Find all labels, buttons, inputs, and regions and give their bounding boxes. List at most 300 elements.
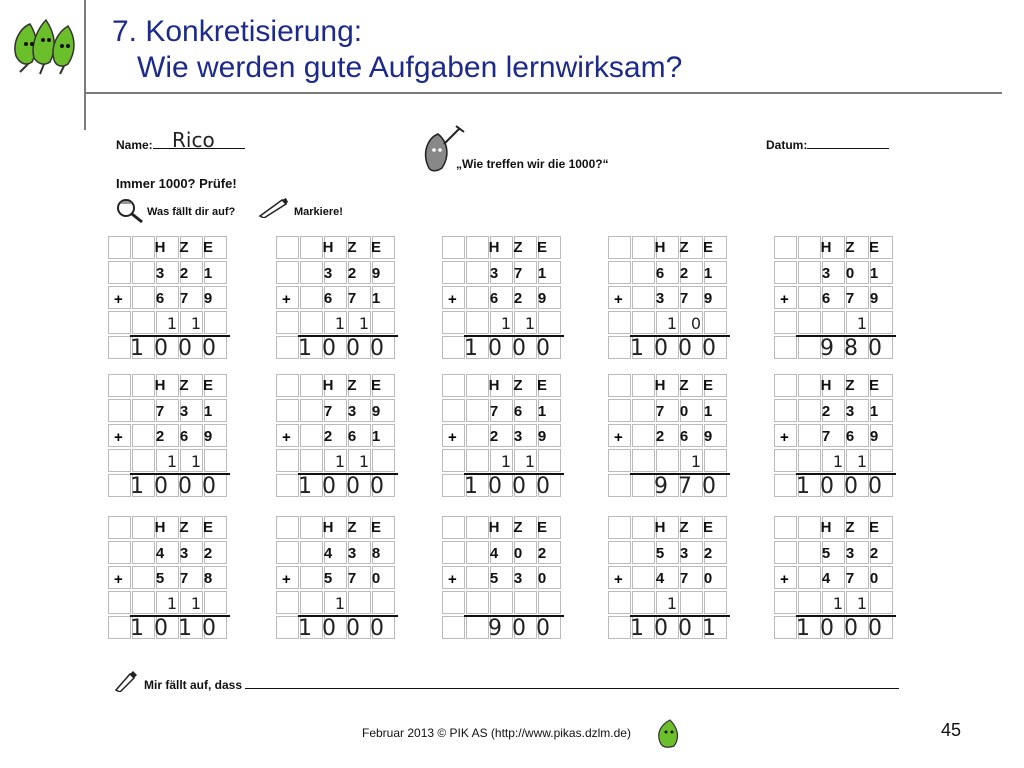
grid-cell <box>300 591 323 614</box>
grid-cell <box>442 449 465 472</box>
addend-1-digit: 1 <box>537 265 547 282</box>
column-header: Z <box>513 519 523 536</box>
addend-2-digit: 6 <box>155 290 165 307</box>
result-digit: 0 <box>512 474 526 499</box>
column-header: Z <box>347 519 357 536</box>
addition-grid <box>442 516 566 642</box>
carry-digit: 1 <box>856 314 868 333</box>
grid-cell <box>822 311 845 334</box>
carry-digit: 1 <box>334 314 346 333</box>
column-header: H <box>654 239 666 256</box>
addend-1-digit: 7 <box>513 265 523 282</box>
grid-cell <box>514 591 537 614</box>
column-header: Z <box>845 377 855 394</box>
addition-grid <box>608 516 732 642</box>
grid-cell <box>608 261 631 284</box>
result-digit: 8 <box>844 336 858 361</box>
result-digit: 1 <box>178 616 192 641</box>
addend-2-digit: 7 <box>821 428 831 445</box>
addend-2-digit: 7 <box>179 290 189 307</box>
grid-cell <box>798 591 821 614</box>
column-header: E <box>536 377 547 394</box>
column-header: E <box>868 377 879 394</box>
name-handwritten: Rico <box>172 128 215 152</box>
result-digit: 0 <box>678 336 692 361</box>
result-digit: 9 <box>820 336 834 361</box>
addend-1-digit: 3 <box>679 545 689 562</box>
addend-1-digit: 1 <box>203 265 213 282</box>
addend-2-digit: 4 <box>821 570 831 587</box>
grid-cell <box>774 516 797 539</box>
addend-2-digit: 1 <box>371 290 381 307</box>
result-digit: 0 <box>370 336 384 361</box>
grid-cell <box>774 591 797 614</box>
addend-2-digit: 6 <box>489 290 499 307</box>
addition-grid <box>774 516 898 642</box>
result-digit: 1 <box>298 336 312 361</box>
column-header: Z <box>679 239 689 256</box>
plus-sign: + <box>448 291 457 308</box>
header-vertical-rule <box>84 0 86 130</box>
addition-grid <box>276 516 400 642</box>
column-header: H <box>820 239 832 256</box>
addend-1-digit: 1 <box>203 403 213 420</box>
addend-2-digit: 9 <box>869 428 879 445</box>
result-digit: 0 <box>154 616 168 641</box>
addend-1-digit: 0 <box>845 265 855 282</box>
carry-digit: 1 <box>856 594 868 613</box>
addend-1-digit: 2 <box>869 545 879 562</box>
grid-cell <box>774 236 797 259</box>
addend-1-digit: 7 <box>155 403 165 420</box>
plus-sign: + <box>448 429 457 446</box>
plus-sign: + <box>282 429 291 446</box>
grid-cell <box>442 541 465 564</box>
addend-2-digit: 1 <box>371 428 381 445</box>
addition-grid <box>108 236 232 362</box>
grid-cell <box>372 591 395 614</box>
addend-1-digit: 0 <box>679 403 689 420</box>
result-digit: 0 <box>346 336 360 361</box>
plus-sign: + <box>614 291 623 308</box>
result-digit: 1 <box>464 336 478 361</box>
result-digit: 9 <box>654 474 668 499</box>
addend-1-digit: 2 <box>179 265 189 282</box>
column-header: Z <box>679 377 689 394</box>
addend-1-digit: 2 <box>203 545 213 562</box>
grid-cell <box>108 541 131 564</box>
column-header: E <box>202 377 213 394</box>
addend-2-digit: 9 <box>703 290 713 307</box>
addend-1-digit: 0 <box>513 545 523 562</box>
addend-1-digit: 3 <box>489 265 499 282</box>
page-number: 45 <box>941 720 962 740</box>
header-horizontal-rule <box>84 92 1002 94</box>
grid-cell <box>774 399 797 422</box>
addend-2-digit: 7 <box>679 290 689 307</box>
result-digit: 0 <box>512 336 526 361</box>
result-digit: 0 <box>202 336 216 361</box>
result-digit: 7 <box>678 474 692 499</box>
carry-digit: 1 <box>334 452 346 471</box>
result-digit: 0 <box>370 616 384 641</box>
plus-sign: + <box>614 429 623 446</box>
grid-cell <box>300 311 323 334</box>
grid-cell <box>276 516 299 539</box>
footer-mascot-icon <box>656 718 684 748</box>
addend-2-digit: 2 <box>155 428 165 445</box>
result-digit: 0 <box>702 336 716 361</box>
plus-sign: + <box>114 571 123 588</box>
result-digit: 0 <box>868 336 882 361</box>
column-header: H <box>820 519 832 536</box>
grid-cell <box>276 591 299 614</box>
result-digit: 0 <box>154 474 168 499</box>
addend-2-digit: 3 <box>513 570 523 587</box>
addend-2-digit: 0 <box>537 570 547 587</box>
result-digit: 1 <box>796 474 810 499</box>
addend-1-digit: 8 <box>371 545 381 562</box>
grid-cell <box>704 591 727 614</box>
grid-cell <box>442 591 465 614</box>
carry-digit: 1 <box>856 452 868 471</box>
carry-digit: 1 <box>166 314 178 333</box>
addend-1-digit: 3 <box>155 265 165 282</box>
grid-cell <box>108 236 131 259</box>
grid-cell <box>632 591 655 614</box>
grid-cell <box>466 449 489 472</box>
carry-digit: 1 <box>666 314 678 333</box>
carry-digit: 1 <box>832 452 844 471</box>
plus-sign: + <box>780 429 789 446</box>
result-digit: 0 <box>488 474 502 499</box>
grid-cell <box>108 374 131 397</box>
column-header: H <box>154 519 166 536</box>
result-digit: 1 <box>298 474 312 499</box>
grid-cell <box>276 399 299 422</box>
addend-2-digit: 6 <box>821 290 831 307</box>
grid-cell <box>774 374 797 397</box>
name-label-row: Name: <box>116 138 245 152</box>
column-header: H <box>820 377 832 394</box>
addend-1-digit: 9 <box>371 265 381 282</box>
column-header: H <box>154 377 166 394</box>
grid-cell <box>656 449 679 472</box>
addend-2-digit: 7 <box>347 290 357 307</box>
column-header: H <box>654 519 666 536</box>
carry-digit: 1 <box>666 594 678 613</box>
grid-cell <box>608 236 631 259</box>
carry-digit: 1 <box>334 594 346 613</box>
pikas-logo <box>10 16 80 82</box>
carry-digit: 1 <box>358 452 370 471</box>
grid-cell <box>108 261 131 284</box>
result-digit: 0 <box>370 474 384 499</box>
carry-digit: 1 <box>190 594 202 613</box>
result-digit: 0 <box>678 616 692 641</box>
grid-cell <box>466 311 489 334</box>
column-header: H <box>488 377 500 394</box>
column-header: Z <box>347 377 357 394</box>
result-digit: 0 <box>154 336 168 361</box>
addend-1-digit: 3 <box>347 545 357 562</box>
grid-cell <box>276 449 299 472</box>
addition-grid <box>774 374 898 500</box>
result-digit: 0 <box>844 474 858 499</box>
addend-2-digit: 6 <box>347 428 357 445</box>
result-digit: 0 <box>536 474 550 499</box>
slide-title: 7. Konkretisierung: Wie werden gute Aufgaben lernwirksam? <box>112 15 683 84</box>
magnifier-mascot-icon <box>114 196 148 224</box>
addend-1-digit: 7 <box>489 403 499 420</box>
pencil-icon <box>114 670 138 692</box>
plus-sign: + <box>780 571 789 588</box>
addition-grid <box>774 236 898 362</box>
addend-2-digit: 9 <box>203 290 213 307</box>
result-digit: 1 <box>130 336 144 361</box>
addend-2-digit: 7 <box>845 570 855 587</box>
column-header: E <box>868 239 879 256</box>
addend-2-digit: 5 <box>155 570 165 587</box>
column-header: H <box>488 239 500 256</box>
result-digit: 0 <box>536 336 550 361</box>
addend-2-digit: 2 <box>513 290 523 307</box>
addend-1-digit: 3 <box>347 403 357 420</box>
grid-cell <box>774 311 797 334</box>
grid-cell <box>132 591 155 614</box>
column-header: E <box>202 239 213 256</box>
addend-2-digit: 9 <box>203 428 213 445</box>
grid-cell <box>276 236 299 259</box>
result-digit: 1 <box>130 474 144 499</box>
grid-cell <box>442 399 465 422</box>
addend-2-digit: 7 <box>845 290 855 307</box>
grid-cell <box>108 591 131 614</box>
addend-1-digit: 3 <box>179 403 189 420</box>
result-digit: 0 <box>346 474 360 499</box>
result-digit: 0 <box>202 474 216 499</box>
grid-cell <box>442 516 465 539</box>
addition-grid <box>608 236 732 362</box>
plus-sign: + <box>282 571 291 588</box>
result-digit: 1 <box>630 616 644 641</box>
addition-grid <box>108 516 232 642</box>
grid-cell <box>632 449 655 472</box>
grid-cell <box>608 516 631 539</box>
slide-footer: Februar 2013 © PIK AS (http://www.pikas.dzlm.de) <box>362 726 631 740</box>
grid-cell <box>774 336 797 359</box>
addend-1-digit: 2 <box>537 545 547 562</box>
result-digit: 0 <box>868 474 882 499</box>
marker-pen-icon <box>258 196 290 218</box>
addend-1-digit: 7 <box>323 403 333 420</box>
grid-cell <box>798 311 821 334</box>
worksheet-heading: „Wie treffen wir die 1000?“ <box>456 157 609 171</box>
grid-cell <box>608 591 631 614</box>
result-digit: 1 <box>130 616 144 641</box>
grid-cell <box>442 616 465 639</box>
addend-2-digit: 9 <box>869 290 879 307</box>
carry-digit: 0 <box>690 314 702 333</box>
instruction-what-do-you-notice: Was fällt dir auf? <box>147 206 236 218</box>
addend-2-digit: 2 <box>655 428 665 445</box>
addend-2-digit: 7 <box>179 570 189 587</box>
addend-1-digit: 1 <box>703 403 713 420</box>
grid-cell <box>466 591 489 614</box>
addend-1-digit: 3 <box>179 545 189 562</box>
result-digit: 0 <box>322 336 336 361</box>
grid-cell <box>608 541 631 564</box>
result-digit: 1 <box>464 474 478 499</box>
column-header: H <box>654 377 666 394</box>
addend-1-digit: 2 <box>679 265 689 282</box>
plus-sign: + <box>114 291 123 308</box>
addend-2-digit: 9 <box>537 290 547 307</box>
column-header: H <box>322 377 334 394</box>
carry-digit: 1 <box>832 594 844 613</box>
addition-grid <box>442 236 566 362</box>
column-header: E <box>370 239 381 256</box>
grid-cell <box>798 449 821 472</box>
addend-1-digit: 5 <box>821 545 831 562</box>
carry-digit: 1 <box>166 452 178 471</box>
column-header: E <box>370 519 381 536</box>
grid-cell <box>774 541 797 564</box>
column-header: E <box>702 239 713 256</box>
grid-cell <box>108 399 131 422</box>
addend-1-digit: 1 <box>869 403 879 420</box>
date-label-row: Datum: <box>766 138 889 152</box>
result-digit: 0 <box>512 616 526 641</box>
column-header: Z <box>179 519 189 536</box>
addend-2-digit: 0 <box>869 570 879 587</box>
task-title: Immer 1000? Prüfe! <box>116 176 237 191</box>
addition-grid <box>276 374 400 500</box>
addend-1-digit: 9 <box>371 403 381 420</box>
addend-1-digit: 4 <box>155 545 165 562</box>
result-digit: 9 <box>488 616 502 641</box>
grid-cell <box>442 374 465 397</box>
grid-cell <box>442 261 465 284</box>
addend-1-digit: 1 <box>869 265 879 282</box>
carry-digit: 1 <box>166 594 178 613</box>
addend-1-digit: 1 <box>537 403 547 420</box>
carry-digit: 1 <box>190 314 202 333</box>
result-digit: 0 <box>536 616 550 641</box>
addend-1-digit: 3 <box>821 265 831 282</box>
result-digit: 0 <box>654 336 668 361</box>
addend-2-digit: 7 <box>347 570 357 587</box>
addend-2-digit: 9 <box>703 428 713 445</box>
result-digit: 0 <box>844 616 858 641</box>
result-digit: 1 <box>298 616 312 641</box>
column-header: Z <box>179 239 189 256</box>
addend-2-digit: 6 <box>179 428 189 445</box>
addend-2-digit: 5 <box>323 570 333 587</box>
addend-1-digit: 3 <box>323 265 333 282</box>
plus-sign: + <box>114 429 123 446</box>
column-header: E <box>370 377 381 394</box>
grid-cell <box>276 261 299 284</box>
column-header: E <box>868 519 879 536</box>
result-digit: 1 <box>630 336 644 361</box>
grid-cell <box>608 374 631 397</box>
grid-cell <box>608 311 631 334</box>
column-header: Z <box>845 519 855 536</box>
plus-sign: + <box>780 291 789 308</box>
addend-1-digit: 5 <box>655 545 665 562</box>
column-header: E <box>702 377 713 394</box>
carry-digit: 1 <box>500 452 512 471</box>
addend-2-digit: 5 <box>489 570 499 587</box>
addition-grid <box>276 236 400 362</box>
addend-2-digit: 0 <box>371 570 381 587</box>
column-header: Z <box>845 239 855 256</box>
grid-cell <box>490 591 513 614</box>
result-digit: 0 <box>178 336 192 361</box>
addend-2-digit: 3 <box>655 290 665 307</box>
addend-1-digit: 4 <box>489 545 499 562</box>
addend-1-digit: 2 <box>347 265 357 282</box>
addition-grid <box>108 374 232 500</box>
plus-sign: + <box>282 291 291 308</box>
grid-cell <box>276 541 299 564</box>
addend-1-digit: 2 <box>703 545 713 562</box>
grid-cell <box>276 374 299 397</box>
column-header: H <box>154 239 166 256</box>
grid-cell <box>774 449 797 472</box>
addend-2-digit: 2 <box>489 428 499 445</box>
column-header: H <box>488 519 500 536</box>
addend-1-digit: 7 <box>655 403 665 420</box>
column-header: E <box>536 239 547 256</box>
result-digit: 0 <box>322 616 336 641</box>
addend-1-digit: 3 <box>845 545 855 562</box>
addend-2-digit: 4 <box>655 570 665 587</box>
result-digit: 1 <box>702 616 716 641</box>
column-header: Z <box>679 519 689 536</box>
column-header: Z <box>513 239 523 256</box>
addend-2-digit: 6 <box>845 428 855 445</box>
addend-1-digit: 6 <box>513 403 523 420</box>
grid-cell <box>632 311 655 334</box>
result-digit: 0 <box>346 616 360 641</box>
addend-2-digit: 7 <box>679 570 689 587</box>
addend-1-digit: 2 <box>821 403 831 420</box>
result-digit: 0 <box>178 474 192 499</box>
grid-cell <box>442 311 465 334</box>
grid-cell <box>300 449 323 472</box>
carry-digit: 1 <box>524 314 536 333</box>
grid-cell <box>442 236 465 259</box>
addend-2-digit: 6 <box>323 290 333 307</box>
instruction-mark: Markiere! <box>294 206 343 218</box>
result-digit: 0 <box>702 474 716 499</box>
column-header: Z <box>347 239 357 256</box>
result-digit: 0 <box>488 336 502 361</box>
addend-1-digit: 1 <box>703 265 713 282</box>
result-digit: 1 <box>796 616 810 641</box>
result-digit: 0 <box>322 474 336 499</box>
addend-2-digit: 6 <box>679 428 689 445</box>
addend-2-digit: 8 <box>203 570 213 587</box>
grid-cell <box>108 516 131 539</box>
result-digit: 0 <box>654 616 668 641</box>
carry-digit: 1 <box>690 452 702 471</box>
addend-2-digit: 9 <box>537 428 547 445</box>
grid-cell <box>108 311 131 334</box>
addend-1-digit: 6 <box>655 265 665 282</box>
